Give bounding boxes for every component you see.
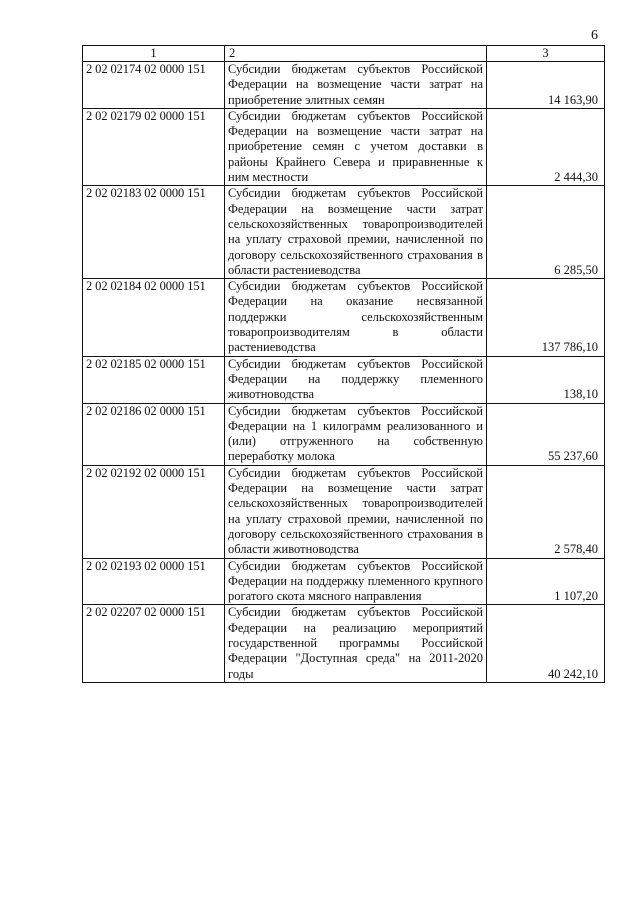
revenue-description: Субсидии бюджетам субъектов Российской Федерации на возмещение части затрат сельскохозяйственных товаропроизводителей на уплату страховой премии, начисленной по договору сельскохозяйственного страхования в области растениеводства	[225, 186, 487, 279]
revenue-amount: 138,10	[487, 356, 605, 403]
revenue-code: 2 02 02186 02 0000 151	[83, 403, 225, 465]
revenue-amount: 1 107,20	[487, 558, 605, 605]
table-row	[83, 465, 605, 558]
column-header-description: 2	[225, 46, 487, 62]
revenue-amount: 14 163,90	[487, 62, 605, 109]
table-row	[83, 186, 605, 279]
revenue-code: 2 02 02185 02 0000 151	[83, 356, 225, 403]
table-row	[83, 62, 605, 109]
table-row	[83, 108, 605, 185]
column-header-amount: 3	[487, 46, 605, 62]
revenue-amount: 40 242,10	[487, 605, 605, 682]
revenue-description: Субсидии бюджетам субъектов Российской Федерации на реализацию мероприятий государственной программы Российской Федерации "Доступная среда" на 2011-2020 годы	[225, 605, 487, 682]
revenue-amount: 2 578,40	[487, 465, 605, 558]
revenue-description: Субсидии бюджетам субъектов Российской Федерации на возмещение части затрат на приобретение элитных семян	[225, 62, 487, 109]
revenue-description: Субсидии бюджетам субъектов Российской Федерации на оказание несвязанной поддержки сельскохозяйственным товаропроизводителям в области растениеводства	[225, 279, 487, 356]
revenue-description: Субсидии бюджетам субъектов Российской Федерации на возмещение части затрат на приобретение семян с учетом доставки в районы Крайнего Севера и приравненные к ним местности	[225, 108, 487, 185]
table-row	[83, 605, 605, 682]
revenue-code: 2 02 02174 02 0000 151	[83, 62, 225, 109]
table-row	[83, 558, 605, 605]
revenue-code: 2 02 02179 02 0000 151	[83, 108, 225, 185]
revenue-description: Субсидии бюджетам субъектов Российской Федерации на 1 килограмм реализованного и (или) отгруженного на собственную переработку молока	[225, 403, 487, 465]
budget-revenue-table	[82, 45, 605, 683]
revenue-description: Субсидии бюджетам субъектов Российской Федерации на поддержку племенного животноводства	[225, 356, 487, 403]
revenue-code: 2 02 02193 02 0000 151	[83, 558, 225, 605]
table-row	[83, 403, 605, 465]
revenue-amount: 137 786,10	[487, 279, 605, 356]
revenue-amount: 2 444,30	[487, 108, 605, 185]
revenue-code: 2 02 02183 02 0000 151	[83, 186, 225, 279]
revenue-code: 2 02 02184 02 0000 151	[83, 279, 225, 356]
page-number: 6	[591, 28, 598, 43]
revenue-code: 2 02 02192 02 0000 151	[83, 465, 225, 558]
revenue-description: Субсидии бюджетам субъектов Российской Федерации на поддержку племенного крупного рогатого скота мясного направления	[225, 558, 487, 605]
revenue-description: Субсидии бюджетам субъектов Российской Федерации на возмещение части затрат сельскохозяйственных товаропроизводителей на уплату страховой премии, начисленной по договору сельскохозяйственного страхования в области животноводства	[225, 465, 487, 558]
revenue-amount: 6 285,50	[487, 186, 605, 279]
revenue-amount: 55 237,60	[487, 403, 605, 465]
table-header-row	[83, 46, 605, 62]
table-row	[83, 356, 605, 403]
column-header-code: 1	[83, 46, 225, 62]
revenue-code: 2 02 02207 02 0000 151	[83, 605, 225, 682]
table-row	[83, 279, 605, 356]
